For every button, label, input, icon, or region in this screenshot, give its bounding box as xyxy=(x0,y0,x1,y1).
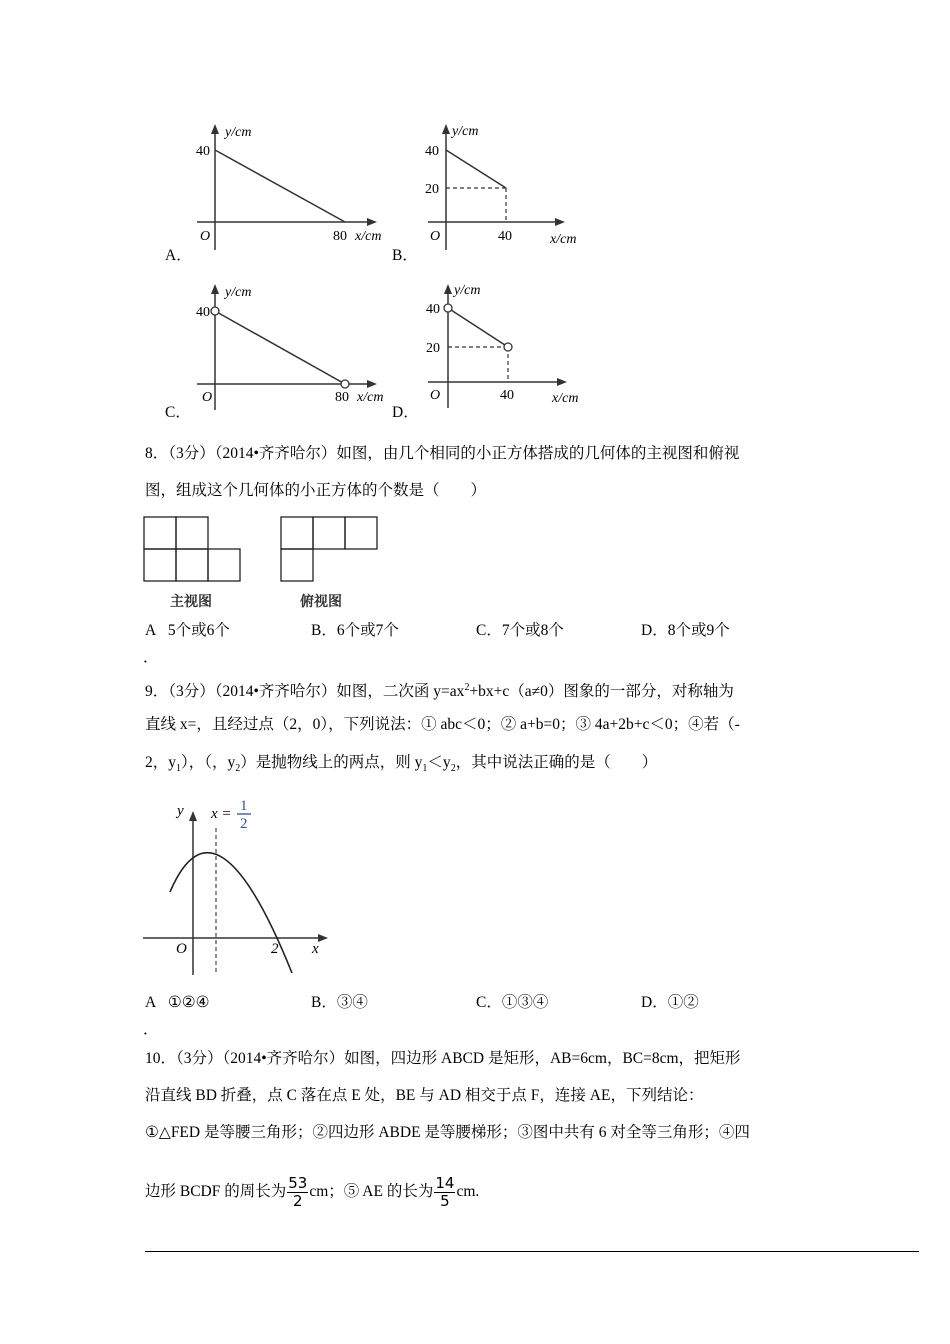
x-axis-label: x/cm xyxy=(355,229,382,244)
q7-option-a-label[interactable]: A． xyxy=(165,247,192,264)
x-axis-label: x/cm xyxy=(550,232,577,247)
axis-fraction-den: 2 xyxy=(240,816,248,832)
choice-text: 6个或7个 xyxy=(336,622,399,639)
x-tick-80: 80 xyxy=(333,229,347,244)
y-tick-20: 20 xyxy=(426,341,440,356)
y-axis-label: y/cm xyxy=(454,283,481,298)
q8-trailing-dot: ． xyxy=(143,649,159,666)
y-axis-label: y/cm xyxy=(225,285,252,300)
fraction-14-over-5: $\frac{14}{5}$ xyxy=(435,1173,455,1210)
q10-stem-line-2: 沿直线 BD 折叠，点 C 落在点 E 处，BE 与 AD 相交于点 F，连接 AE，下列结论： xyxy=(145,1087,704,1104)
y-tick-40: 40 xyxy=(426,302,440,317)
q9-choice-c[interactable] xyxy=(476,993,548,1013)
y-tick-40: 40 xyxy=(196,305,210,320)
axis-fraction-num: 1 xyxy=(240,798,248,814)
q10-stem-line-3: ①△FED 是等腰三角形；②四边形 ABDE 是等腰梯形；③图中共有 6 对全等三角形；④四 xyxy=(145,1124,750,1141)
footer-rule xyxy=(145,1251,919,1252)
y-tick-40: 40 xyxy=(425,144,439,159)
axis-equation: x = xyxy=(211,806,232,822)
origin-label: O xyxy=(176,941,187,957)
y-axis-label: y/cm xyxy=(225,125,252,140)
q10-stem-line-4: 边形 BCDF 的周长为 $\frac{53}{2}$ cm；⑤ AE 的长为 $\frac{14}{5}$ cm. xyxy=(145,1173,480,1210)
origin-label: O xyxy=(202,390,213,405)
q8-top-view xyxy=(280,516,380,584)
choice-text: ①③④ xyxy=(501,994,549,1011)
choice-text: ①②④ xyxy=(167,994,210,1011)
q8-choice-b[interactable] xyxy=(311,621,399,641)
q7-option-c-graph xyxy=(185,278,395,418)
q8-top-view-caption: 俯视图 xyxy=(300,594,342,610)
q8-stem-line-1: 8．（3分）（2014•齐齐哈尔）如图，由几个相同的小正方体搭成的几何体的主视图和俯视 xyxy=(145,445,740,462)
y-tick-40: 40 xyxy=(196,144,210,159)
x-tick-40: 40 xyxy=(500,388,514,403)
choice-letter: A xyxy=(145,622,157,639)
origin-label: O xyxy=(200,229,211,244)
choice-text: 7个或8个 xyxy=(501,622,564,639)
choice-letter: C． xyxy=(476,994,502,1011)
q8-choice-a[interactable] xyxy=(145,621,230,641)
choice-letter: B． xyxy=(311,994,337,1011)
q7-option-b-label[interactable]: B． xyxy=(392,247,418,264)
q8-stem-line-2: 图，组成这个几何体的小正方体的个数是（ ） xyxy=(145,482,487,499)
choice-letter: B． xyxy=(311,622,337,639)
choice-letter: D． xyxy=(641,994,668,1011)
choice-letter: C． xyxy=(476,622,502,639)
fraction-53-over-2: $\frac{53}{2}$ xyxy=(288,1173,308,1210)
origin-label: O xyxy=(430,388,441,403)
q9-choice-d[interactable] xyxy=(641,993,699,1013)
q9-choice-a[interactable] xyxy=(145,993,210,1013)
choice-letter: A xyxy=(145,994,157,1011)
x-axis-label: x xyxy=(312,941,319,957)
q9-stem-line-3: 2，$y_1$），（，$y_2$）是抛物线上的两点，则 $y_1<y_2$，其中说法正确的是（ ） xyxy=(145,754,658,775)
choice-text: ③④ xyxy=(336,994,368,1011)
q9-stem-line-2: 直线 x=，且经过点（2，0），下列说法：① abc＜0；② a+b=0；③ 4a+2b+c＜0；④若（- xyxy=(145,716,740,733)
y-axis-label: y xyxy=(177,803,184,819)
x-tick-2: 2 xyxy=(271,941,279,957)
origin-label: O xyxy=(430,229,441,244)
choice-text: ①② xyxy=(667,994,699,1011)
x-tick-40: 40 xyxy=(498,229,512,244)
q9-trailing-dot: ． xyxy=(143,1021,159,1038)
q8-front-view xyxy=(143,516,243,584)
q7-option-a-graph xyxy=(185,118,395,258)
q9-parabola-graph xyxy=(140,790,340,980)
q9-stem-line-1: 9．（3分）（2014•齐齐哈尔）如图，二次函 $y=ax^2+bx+c(a\ne 0)$图象的一部分，对称轴为 xyxy=(145,682,734,701)
q7-option-d-label[interactable]: D． xyxy=(392,404,419,421)
q7-option-c-label[interactable]: C． xyxy=(165,404,191,421)
y-tick-20: 20 xyxy=(425,182,439,197)
choice-letter: D． xyxy=(641,622,668,639)
q8-choice-d[interactable] xyxy=(641,621,730,641)
choice-text: 5个或6个 xyxy=(167,622,230,639)
q7-option-b-graph xyxy=(418,118,618,258)
q8-front-view-caption: 主视图 xyxy=(170,594,212,610)
x-tick-80: 80 xyxy=(335,390,349,405)
x-axis-label: x/cm xyxy=(552,391,579,406)
q9-choice-b[interactable] xyxy=(311,993,368,1013)
q7-option-d-graph xyxy=(418,278,618,418)
q10-stem-line-1: 10．（3分）（2014•齐齐哈尔）如图，四边形 ABCD 是矩形，AB=6cm，BC=8cm，把矩形 xyxy=(145,1050,741,1067)
choice-text: 8个或9个 xyxy=(667,622,730,639)
x-axis-label: x/cm xyxy=(357,390,384,405)
y-axis-label: y/cm xyxy=(452,124,479,139)
q8-choice-c[interactable] xyxy=(476,621,564,641)
